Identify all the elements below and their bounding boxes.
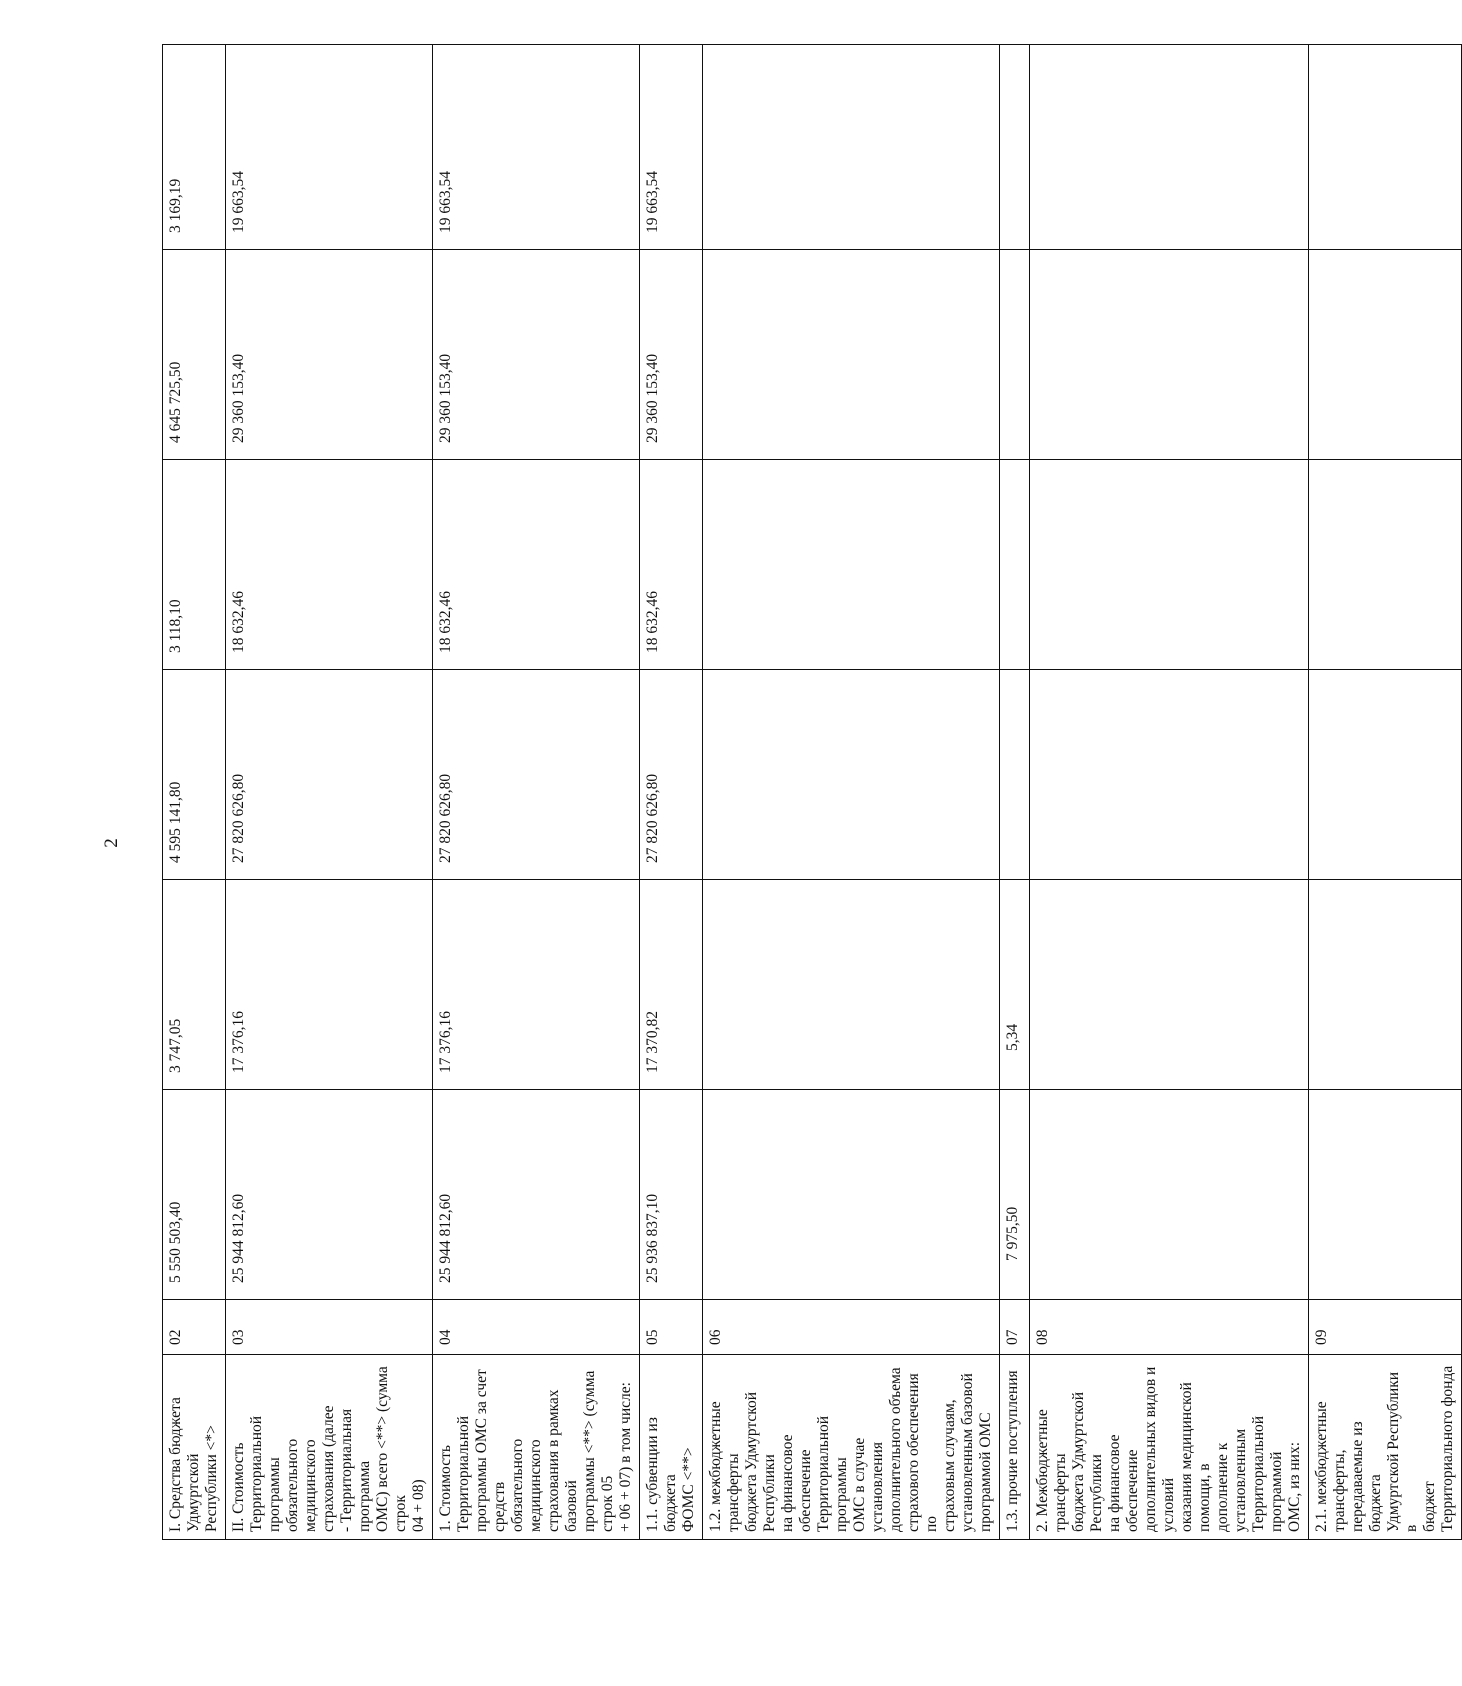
row-number: 05 (640, 1300, 703, 1355)
table-row (1000, 45, 1030, 1540)
cost-table (162, 44, 1462, 1540)
value-cell (703, 250, 1000, 460)
value-cell: 18 632,46 (226, 460, 433, 670)
table-row (433, 45, 640, 1540)
table-row (163, 45, 226, 1540)
value-cell: 17 376,16 (433, 880, 640, 1090)
value-cell (1309, 250, 1462, 460)
value-cell: 18 632,46 (640, 460, 703, 670)
table-row (1030, 45, 1309, 1540)
value-cell: 25 944 812,60 (433, 1090, 640, 1300)
value-cell (1000, 670, 1030, 880)
value-cell: 29 360 153,40 (640, 250, 703, 460)
value-cell: 19 663,54 (433, 45, 640, 250)
table-row (640, 45, 703, 1540)
row-label: 1.2. межбюджетные трансферты бюджета Удмуртской Республики на финансовое обеспечение Территориальной программы ОМС в случае установления дополнительного объема страхового обеспечения по страховым случаям, установленным базовой программой ОМС (703, 1355, 1000, 1540)
value-cell (1030, 250, 1309, 460)
value-cell: 7 975,50 (1000, 1090, 1030, 1300)
row-label: I. Средства бюджета Удмуртской Республики <*> (163, 1355, 226, 1540)
value-cell: 5 550 503,40 (163, 1090, 226, 1300)
value-cell: 25 936 837,10 (640, 1090, 703, 1300)
table-row (226, 45, 433, 1540)
row-number: 08 (1030, 1300, 1309, 1355)
value-cell: 5,34 (1000, 880, 1030, 1090)
value-cell (1309, 880, 1462, 1090)
row-number: 07 (1000, 1300, 1030, 1355)
value-cell (1309, 460, 1462, 670)
value-cell: 17 376,16 (226, 880, 433, 1090)
value-cell (1309, 45, 1462, 250)
table-row (1309, 45, 1462, 1540)
value-cell (1030, 880, 1309, 1090)
value-cell (1000, 460, 1030, 670)
value-cell (1030, 45, 1309, 250)
row-number: 09 (1309, 1300, 1462, 1355)
value-cell (703, 1090, 1000, 1300)
value-cell: 3 118,10 (163, 460, 226, 670)
value-cell (1000, 250, 1030, 460)
row-label: II. Стоимость Территориальной программы обязательного медицинского страхования (далее - Территориальная программа ОМС) всего <**> (сумма строк 04 + 08) (226, 1355, 433, 1540)
value-cell (1030, 460, 1309, 670)
value-cell: 3 747,05 (163, 880, 226, 1090)
row-number: 03 (226, 1300, 433, 1355)
value-cell (703, 670, 1000, 880)
value-cell: 4 645 725,50 (163, 250, 226, 460)
value-cell: 27 820 626,80 (226, 670, 433, 880)
value-cell: 19 663,54 (640, 45, 703, 250)
value-cell: 17 370,82 (640, 880, 703, 1090)
value-cell (1030, 670, 1309, 880)
row-label: 1.1. субвенции из бюджета ФОМС <**> (640, 1355, 703, 1540)
value-cell: 3 169,19 (163, 45, 226, 250)
row-number: 06 (703, 1300, 1000, 1355)
table-row (703, 45, 1000, 1540)
value-cell: 29 360 153,40 (433, 250, 640, 460)
value-cell: 18 632,46 (433, 460, 640, 670)
row-label: 2. Межбюджетные трансферты бюджета Удмуртской Республики на финансовое обеспечение дополнительных видов и условий оказания медицинской помощи, в дополнение к установленным Территориальной программой ОМС, из них: (1030, 1355, 1309, 1540)
value-cell (1000, 45, 1030, 250)
value-cell: 27 820 626,80 (433, 670, 640, 880)
row-number: 04 (433, 1300, 640, 1355)
rotated-table-wrapper (162, 45, 1456, 1540)
value-cell: 19 663,54 (226, 45, 433, 250)
value-cell: 25 944 812,60 (226, 1090, 433, 1300)
row-label: 2.1. межбюджетные трансферты, передаваемые из бюджета Удмуртской Республики в бюджет Территориального фонда (1309, 1355, 1462, 1540)
row-label: 1.3. прочие поступления (1000, 1355, 1030, 1540)
value-cell (1309, 1090, 1462, 1300)
value-cell (703, 880, 1000, 1090)
row-number: 02 (163, 1300, 226, 1355)
value-cell (703, 45, 1000, 250)
value-cell (1030, 1090, 1309, 1300)
value-cell: 29 360 153,40 (226, 250, 433, 460)
value-cell (1309, 670, 1462, 880)
value-cell: 4 595 141,80 (163, 670, 226, 880)
page-number: 2 (101, 838, 122, 848)
value-cell (703, 460, 1000, 670)
row-label: 1. Стоимость Территориальной программы ОМС за счет средств обязательного медицинского страхования в рамках базовой программы <**> (сумма строк 05 + 06 + 07) в том числе: (433, 1355, 640, 1540)
value-cell: 27 820 626,80 (640, 670, 703, 880)
